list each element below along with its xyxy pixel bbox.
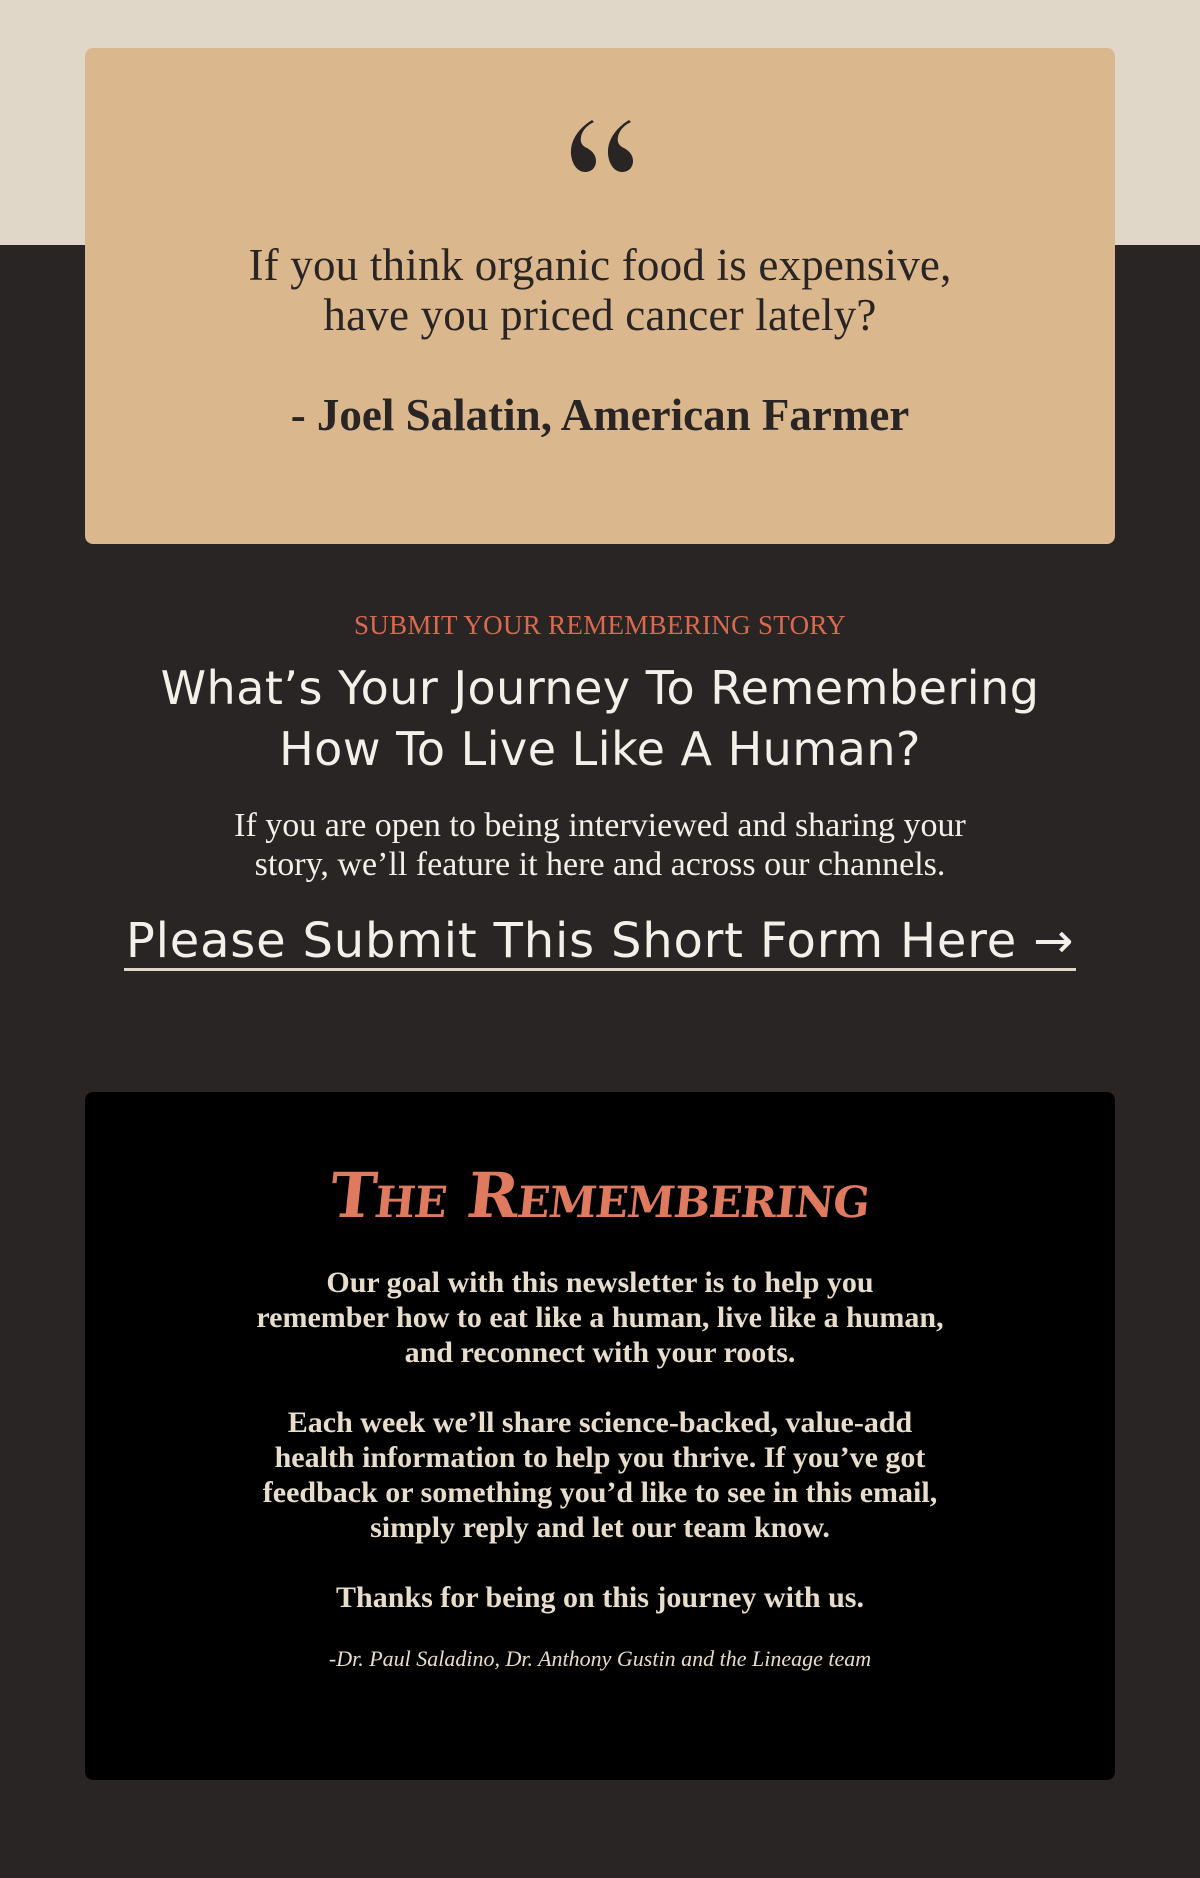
- headline-line: How To Live Like A Human?: [279, 722, 921, 776]
- newsletter-body: [85, 1265, 1115, 1673]
- section-headline: [100, 658, 1100, 780]
- paragraph-line: health information to help you thrive. If you’ve got: [274, 1441, 926, 1474]
- body-line: story, we’ll feature it here and across our channels.: [254, 846, 946, 883]
- paragraph-line: Each week we’ll share science-backed, value-add: [287, 1406, 913, 1439]
- newsletter-signature: -Dr. Paul Saladino, Dr. Anthony Gustin and the Lineage team: [328, 1646, 872, 1671]
- quote-card: [85, 48, 1115, 544]
- submit-form-link[interactable]: Please Submit This Short Form Here →: [125, 913, 1075, 969]
- paragraph-line: simply reply and let our team know.: [370, 1511, 830, 1544]
- quote-line: If you think organic food is expensive,: [248, 240, 952, 290]
- paragraph-line: Our goal with this newsletter is to help you: [326, 1266, 874, 1299]
- headline-line: What’s Your Journey To Remembering: [160, 661, 1040, 715]
- submit-story-section: [0, 610, 1200, 971]
- paragraph-line: feedback or something you’d like to see in this email,: [262, 1476, 938, 1509]
- quote-open-icon: [85, 118, 1115, 188]
- newsletter-card: [85, 1092, 1115, 1780]
- section-eyebrow: SUBMIT YOUR REMEMBERING STORY: [353, 610, 847, 640]
- paragraph-line: remember how to eat like a human, live like a human,: [256, 1301, 944, 1334]
- body-line: If you are open to being interviewed and sharing your: [234, 807, 966, 844]
- newsletter-logo: The Remembering: [326, 1159, 874, 1232]
- paragraph-line: and reconnect with your roots.: [404, 1336, 796, 1369]
- quote-line: have you priced cancer lately?: [323, 290, 877, 340]
- newsletter-thanks: [180, 1580, 1020, 1615]
- quote-text: [85, 240, 1115, 340]
- quote-attribution: - Joel Salatin, American Farmer: [290, 390, 910, 440]
- section-body: [150, 806, 1050, 884]
- newsletter-paragraph: [180, 1265, 1020, 1370]
- newsletter-paragraph: [180, 1405, 1020, 1545]
- paragraph-line: Thanks for being on this journey with us.: [336, 1581, 864, 1614]
